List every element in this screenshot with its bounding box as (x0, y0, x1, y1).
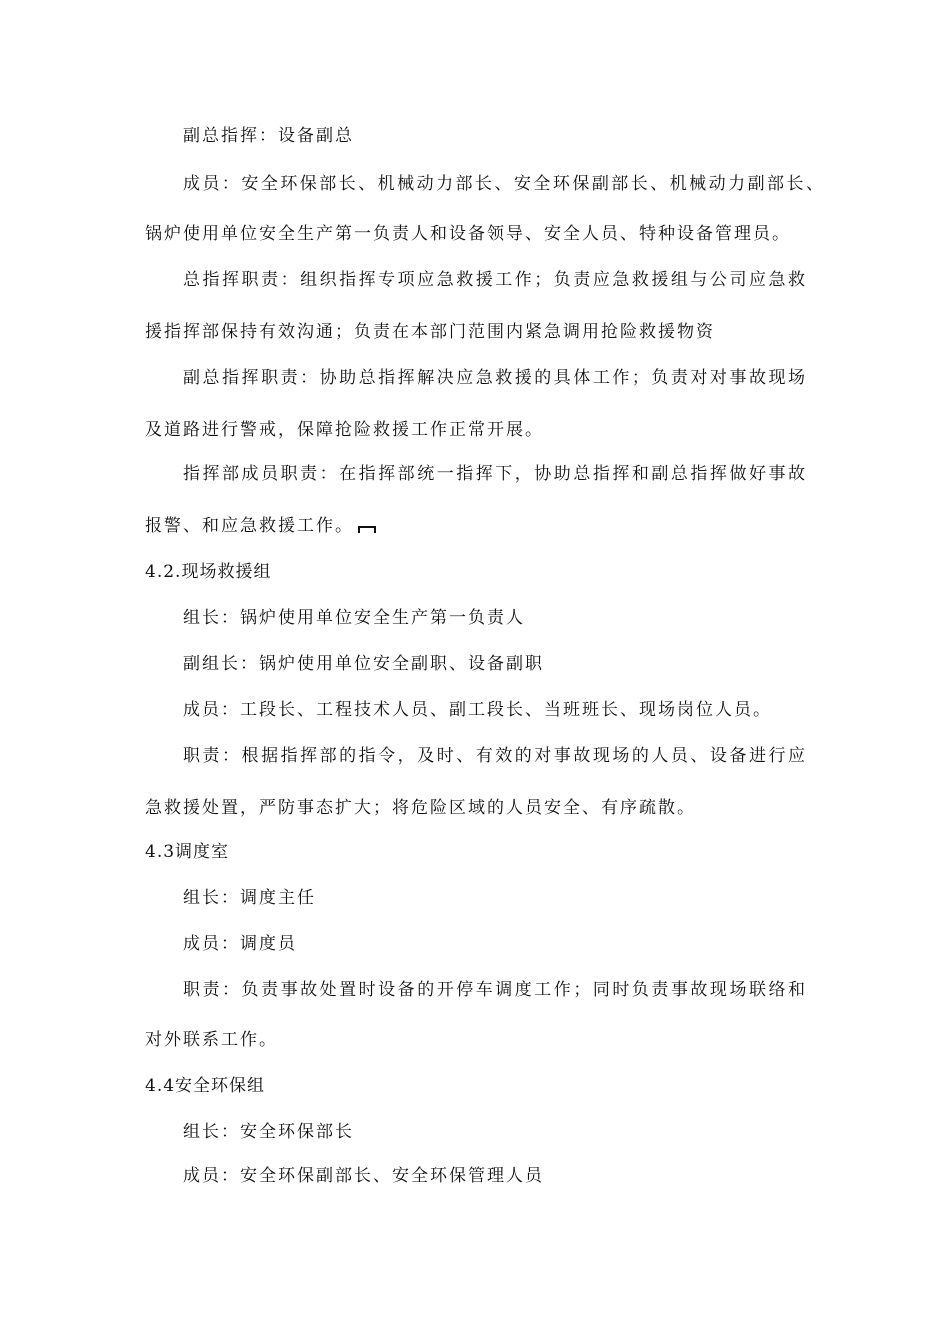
commander-duty-line-2: 援指挥部保持有效沟通；负责在本部门范围内紧急调用抢险救援物资 (145, 322, 715, 342)
dispatch-duty-line-2: 对外联系工作。 (145, 1030, 278, 1050)
member-duty-line-2: 报警、和应急救援工作。 (145, 516, 354, 536)
section-heading-4-3: 4.3调度室 (145, 842, 230, 862)
deputy-duty-line-2: 及道路进行警戒，保障抢险救援工作正常开展。 (145, 420, 544, 440)
safety-leader-line: 组长：安全环保部长 (183, 1122, 354, 1142)
section-heading-4-2: 4.2.现场救援组 (145, 562, 272, 582)
deputy-commander-line: 副总指挥：设备副总 (183, 126, 354, 146)
format-mark-icon (358, 526, 376, 533)
rescue-members-line: 成员：工段长、工程技术人员、副工段长、当班班长、现场岗位人员。 (183, 700, 772, 720)
member-duty-line-1: 指挥部成员职责：在指挥部统一指挥下，协助总指挥和副总指挥做好事故 (183, 464, 805, 484)
dispatch-members-line: 成员：调度员 (183, 934, 297, 954)
deputy-duty-line-1: 副总指挥职责：协助总指挥解决应急救援的具体工作；负责对对事故现场 (183, 368, 805, 388)
member-duty-line-2-wrap (145, 514, 376, 538)
dispatch-duty-line-1: 职责：负责事故处置时设备的开停车调度工作；同时负责事故现场联络和 (183, 980, 805, 1000)
command-members-line-2: 锅炉使用单位安全生产第一负责人和设备领导、安全人员、特种设备管理员。 (145, 224, 791, 244)
safety-members-line: 成员：安全环保副部长、安全环保管理人员 (183, 1166, 544, 1186)
rescue-duty-line-2: 急救援处置，严防事态扩大；将危险区域的人员安全、有序疏散。 (145, 798, 696, 818)
commander-duty-line-1: 总指挥职责：组织指挥专项应急救援工作；负责应急救援组与公司应急救 (183, 270, 805, 290)
rescue-leader-line: 组长：锅炉使用单位安全生产第一负责人 (183, 608, 525, 628)
command-members-line-1: 成员：安全环保部长、机械动力部长、安全环保副部长、机械动力副部长、 (183, 174, 823, 194)
rescue-duty-line-1: 职责：根据指挥部的指令，及时、有效的对事故现场的人员、设备进行应 (183, 746, 805, 766)
section-heading-4-4: 4.4安全环保组 (145, 1076, 266, 1096)
dispatch-leader-line: 组长：调度主任 (183, 888, 316, 908)
rescue-deputy-line: 副组长：锅炉使用单位安全副职、设备副职 (183, 654, 544, 674)
